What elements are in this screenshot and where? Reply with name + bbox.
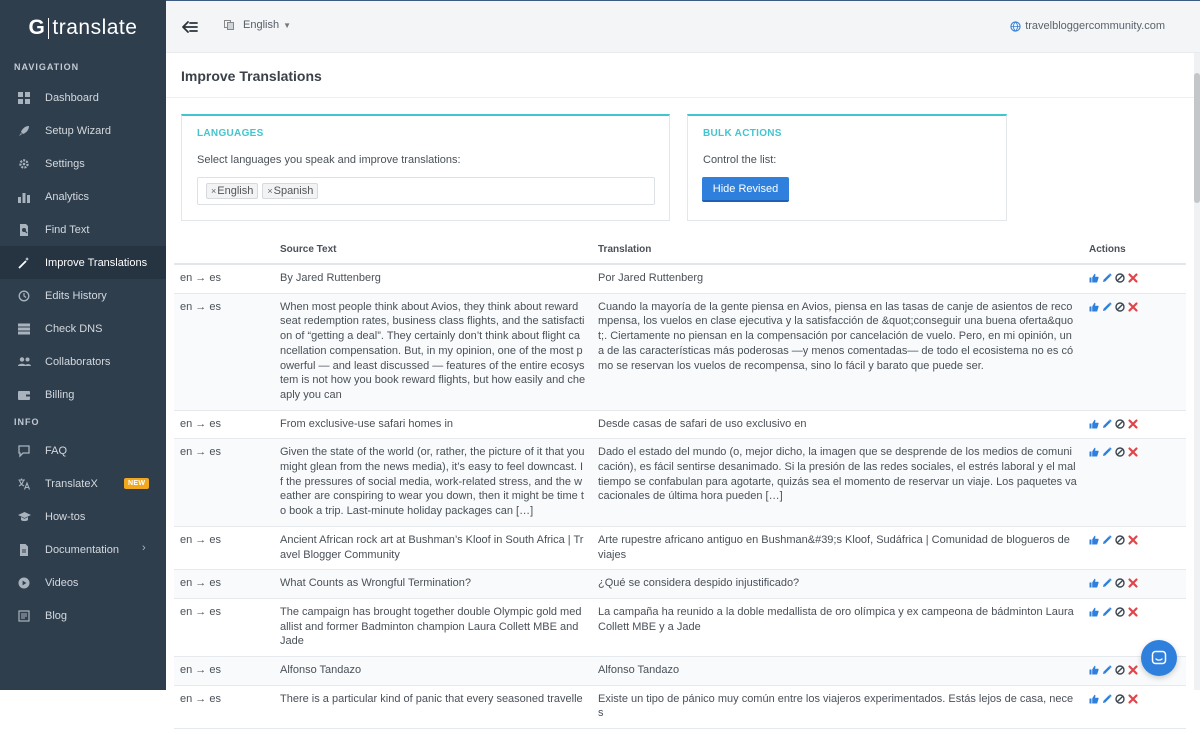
sidebar-item-label: Dashboard [45,91,99,104]
history-icon [17,289,31,303]
sidebar-item-check-dns[interactable] [0,312,166,345]
sidebar [0,0,166,690]
translation-cell: Por Jared Ruttenberg [598,264,1089,293]
sidebar-item-dashboard[interactable] [0,81,166,114]
users-icon [17,355,31,369]
table-header-row [174,235,1186,264]
actions-cell [1089,439,1186,527]
actions-cell [1089,293,1186,410]
translate-icon [17,477,31,491]
languages-card-description: Select languages you speak and improve translations: [197,154,461,166]
sidebar-item-label: Check DNS [45,322,103,335]
rocket-icon [17,124,31,138]
language-select-value: English [243,19,280,31]
search-file-icon [17,223,31,237]
sidebar-item-label: Collaborators [45,355,111,368]
sidebar-item-label: Edits History [45,289,107,302]
row-actions [1089,272,1186,284]
source-text-cell: Given the state of the world (or, rather, the picture of it that you might glean from the news media), it’s easy to feel downcast. If the pressures of social media, work-related stress, and the weather are conspiring to wear you down, then it might be time to book a trip. Last-minute holiday packages can […] [280,439,598,527]
sidebar-item-label: Analytics [45,190,90,203]
new-badge: NEW [124,478,149,489]
chat-bubble-icon [17,444,31,458]
wallet-icon [17,388,31,402]
sidebar-item-analytics[interactable] [0,180,166,213]
actions-cell [1089,410,1186,439]
bulk-actions-description: Control the list: [703,154,777,166]
sidebar-item-blog[interactable] [0,599,166,632]
row-actions [1089,301,1186,313]
hide-revised-button[interactable]: Hide Revised [702,177,789,202]
reject-icon[interactable] [1128,665,1138,675]
sidebar-item-billing[interactable] [0,378,166,411]
table-row [174,293,1186,410]
approve-icon[interactable] [1089,302,1099,312]
sidebar-item-label: Setup Wizard [45,124,112,137]
translation-cell: Arte rupestre africano antiguo en Bushman&#39;s Kloof, Sudáfrica | Comunidad de blogueros de viajes [598,526,1089,569]
remove-tag-icon[interactable]: × [267,186,273,196]
reject-icon[interactable] [1128,302,1138,312]
table-row [174,570,1186,599]
sidebar-item-label: FAQ [45,444,68,457]
language-pair: en → es [174,570,280,599]
nav-list [0,81,166,411]
main-content [166,53,1194,720]
language-pair: en → es [174,685,280,728]
reject-icon[interactable] [1128,273,1138,283]
reject-icon[interactable] [1128,535,1138,545]
server-icon [17,322,31,336]
globe-icon [1010,21,1021,32]
bulk-actions-card-title: BULK ACTIONS [703,128,782,139]
reject-icon[interactable] [1128,578,1138,588]
sidebar-item-label: How-tos [45,510,86,523]
reject-icon[interactable] [1128,419,1138,429]
sidebar-item-label: Find Text [45,223,90,236]
scrollbar-thumb[interactable] [1194,73,1200,203]
bar-chart-icon [17,190,31,204]
page-scrollbar[interactable] [1194,53,1200,690]
row-actions [1089,534,1186,546]
dashboard-icon [17,91,31,105]
approve-icon[interactable] [1089,535,1099,545]
table-row [174,410,1186,439]
table-row [174,264,1186,293]
logo-divider [48,18,49,39]
sidebar-item-settings[interactable] [0,147,166,180]
logo-letter: G [28,16,46,39]
translation-cell: Cuando la mayoría de la gente piensa en Avios, piensa en las tasas de canje de asientos de recompensa, los vuelos en clase ejecutiva y la satisfacción de &quot;conseguir una buena oferta&quot;. Ciertamente no piensan en la compensación por cancelación de vuelo. Pero, en mi opinión, una de las características más poderosas —y menos comentadas— de todo el ecosistema no es cómo se reservan los vuelos de recompensa, sino lo fácil y barato que puede ser. [598,293,1089,410]
block-icon[interactable] [1115,665,1125,675]
graduation-cap-icon [17,510,31,524]
nav-section-label: NAVIGATION [14,62,80,72]
play-icon [17,576,31,590]
logo-text: translate [52,16,138,39]
language-pair: en → es [174,598,280,656]
blog-icon [17,609,31,623]
actions-cell [1089,685,1186,728]
language-pair: en → es [174,526,280,569]
sidebar-item-how-tos[interactable] [0,500,166,533]
sidebar-item-videos[interactable] [0,566,166,599]
row-actions [1089,693,1186,705]
header-actions: Actions [1089,235,1186,264]
document-icon [17,543,31,557]
actions-cell [1089,570,1186,599]
sidebar-item-setup-wizard[interactable] [0,114,166,147]
actions-cell [1089,526,1186,569]
chat-icon [1151,650,1167,666]
gear-icon [17,157,31,171]
languages-card [181,114,670,221]
row-actions [1089,446,1186,458]
table-row [174,598,1186,656]
row-actions [1089,577,1186,589]
sidebar-item-label: Blog [45,609,68,622]
title-divider [166,97,1194,98]
approve-icon[interactable] [1089,665,1099,675]
bulk-actions-card [687,114,1007,221]
edit-icon[interactable] [1102,419,1112,429]
block-icon[interactable] [1115,419,1125,429]
reject-icon[interactable] [1128,607,1138,617]
sidebar-item-documentation[interactable] [0,533,166,566]
block-icon[interactable] [1115,607,1125,617]
source-text-cell: Alfonso Tandazo [280,657,598,686]
language-tags-input[interactable] [197,177,655,205]
approve-icon[interactable] [1089,273,1099,283]
site-domain: travelbloggercommunity.com [1025,20,1165,32]
sidebar-item-label: Billing [45,388,75,401]
header-lang [174,235,280,264]
approve-icon[interactable] [1089,694,1099,704]
sidebar-item-label: Videos [45,576,79,589]
table-row [174,685,1186,728]
sidebar-item-label: TranslateX [45,477,98,490]
language-pair: en → es [174,657,280,686]
row-actions [1089,418,1186,430]
sidebar-item-translatex[interactable] [0,467,166,500]
language-tag-spanish[interactable] [262,183,318,199]
approve-icon[interactable] [1089,447,1099,457]
sidebar-item-find-text[interactable] [0,213,166,246]
block-icon[interactable] [1115,578,1125,588]
edit-icon[interactable] [1102,694,1112,704]
remove-tag-icon[interactable]: × [211,186,217,196]
page-title: Improve Translations [181,68,322,84]
source-text-cell: By Jared Ruttenberg [280,264,598,293]
sidebar-item-faq[interactable] [0,434,166,467]
translation-cell: Alfonso Tandazo [598,657,1089,686]
approve-icon[interactable] [1089,578,1099,588]
top-bar [166,0,1200,53]
edit-icon[interactable] [1102,273,1112,283]
chevron-right-icon: › [142,542,146,554]
sidebar-item-label: Improve Translations [45,256,148,269]
edit-icon[interactable] [1102,447,1112,457]
block-icon[interactable] [1115,535,1125,545]
translation-cell: ¿Qué se considera despido injustificado? [598,570,1089,599]
row-actions [1089,606,1186,618]
edit-icon[interactable] [1102,535,1112,545]
language-select[interactable] [224,19,291,31]
sidebar-item-edits-history[interactable] [0,279,166,312]
translation-cell: Existe un tipo de pánico muy común entre los viajeros experimentados. Estás lejos de casa, neces [598,685,1089,728]
approve-icon[interactable] [1089,607,1099,617]
language-tag-label: Spanish [273,185,314,197]
table-body [174,264,1186,729]
edit-icon[interactable] [1102,607,1112,617]
edit-icon[interactable] [1102,578,1112,588]
approve-icon[interactable] [1089,419,1099,429]
translation-cell: La campaña ha reunido a la doble medallista de oro olímpica y ex campeona de bádminton Laura Collett MBE y a Jade [598,598,1089,656]
reject-icon[interactable] [1128,694,1138,704]
caret-down-icon: ▼ [283,20,291,30]
magic-wand-icon [17,256,31,270]
translate-icon [224,20,234,30]
translations-table [174,235,1186,729]
source-text-cell: Ancient African rock art at Bushman’s Kloof in South Africa | Travel Blogger Community [280,526,598,569]
edit-icon[interactable] [1102,302,1112,312]
language-tag-label: English [217,185,254,197]
sidebar-item-improve-translations[interactable] [0,246,166,279]
edit-icon[interactable] [1102,665,1112,675]
site-link[interactable] [1010,20,1165,32]
translation-cell: Dado el estado del mundo (o, mejor dicho, la imagen que se desprende de los medios de comunicación), es fácil sentirse desanimado. Si la presión de las redes sociales, el estrés laboral y el mal tiempo se confabulan para agotarte, quizás sea el momento de reservar un viaje. Los paquetes vacacionales de última hora pueden […] [598,439,1089,527]
language-pair: en → es [174,293,280,410]
languages-card-title: LANGUAGES [197,128,264,139]
language-tag-english[interactable] [206,183,258,199]
menu-collapse-icon[interactable] [181,19,199,35]
header-translation: Translation [598,235,1089,264]
sidebar-item-collaborators[interactable] [0,345,166,378]
block-icon[interactable] [1115,273,1125,283]
language-pair: en → es [174,410,280,439]
table-row [174,439,1186,527]
sidebar-item-label: Settings [45,157,85,170]
table-row [174,657,1186,686]
info-list [0,434,166,632]
app-logo[interactable] [0,0,166,56]
language-pair: en → es [174,439,280,527]
sidebar-item-label: Documentation [45,543,119,556]
source-text-cell: What Counts as Wrongful Termination? [280,570,598,599]
translation-cell: Desde casas de safari de uso exclusivo en [598,410,1089,439]
translations-table-wrap [174,235,1186,729]
header-source-text: Source Text [280,235,598,264]
source-text-cell: The campaign has brought together double Olympic gold medallist and former Badminton champion Laura Collett MBE and Jade [280,598,598,656]
reject-icon[interactable] [1128,447,1138,457]
block-icon[interactable] [1115,447,1125,457]
info-section-label: INFO [14,417,40,427]
source-text-cell: There is a particular kind of panic that every seasoned travelle [280,685,598,728]
block-icon[interactable] [1115,694,1125,704]
language-pair: en → es [174,264,280,293]
actions-cell [1089,264,1186,293]
block-icon[interactable] [1115,302,1125,312]
source-text-cell: When most people think about Avios, they think about reward seat redemption rates, business class flights, and the satisfaction of “getting a deal”. They certainly don’t think about flight cancellation compensation. But, in my opinion, one of the most powerful — and least discussed — features of the entire ecosystem is not how you book reward flights, but how easily and cheaply you can [280,293,598,410]
source-text-cell: From exclusive-use safari homes in [280,410,598,439]
chat-support-button[interactable] [1141,640,1177,676]
table-row [174,526,1186,569]
